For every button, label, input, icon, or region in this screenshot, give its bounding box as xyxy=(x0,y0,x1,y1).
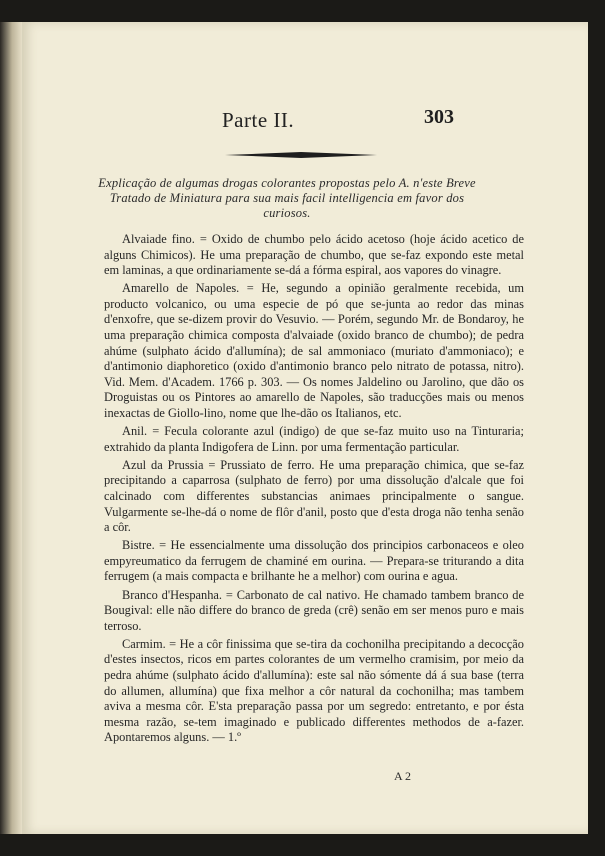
book-spine xyxy=(0,22,22,834)
paragraph-bistre: Bistre. = He essencialmente uma dissolução dos principios carbonaceos e oleo empyreumatico da ferrugem de chaminé em ourina. — Prepara-se triturando a dita ferrugem (a mais compacta e brilhante he a melhor) com ourina e agua. xyxy=(104,538,524,584)
page-header xyxy=(22,108,588,138)
book-page xyxy=(22,22,588,834)
paragraph-branco-hespanha: Branco d'Hespanha. = Carbonato de cal nativo. He chamado tambem branco de Bougival: elle não differe do branco de greda (crê) senão em ser menos puro e mais terroso. xyxy=(104,587,524,633)
signature-mark: A 2 xyxy=(394,769,412,783)
paragraph-anil: Anil. = Fecula colorante azul (indigo) de que se-faz muito uso na Tinturaria; extrahido da planta Indigofera de Linn. por uma fermentação particular. xyxy=(104,424,524,454)
page-bottom-edge xyxy=(22,834,588,856)
running-head: Parte II. xyxy=(222,108,295,132)
section-title: Explicação de algumas drogas colorantes propostas pelo A. n'este Breve Tratado de Miniatura para sua mais facil intelligencia em favor dos curiosos. xyxy=(98,176,476,220)
page-number: 303 xyxy=(424,106,454,128)
body-text xyxy=(104,232,524,749)
paragraph-azul-prussia: Azul da Prussia = Prussiato de ferro. He uma preparação chimica, que se-faz precipitando a caparrosa (sulphato de ferro) por uma dissolução d'alcale que foi calcinado com differentes substancias animaes principalmente o sangue. Vulgarmente se-lhe-dá o nome de flôr d'anil, posto que d'esta droga não tenha senão a côr. xyxy=(104,457,524,535)
paragraph-carmim: Carmim. = He a côr finissima que se-tira da cochonilha precipitando a decocção d'estes insectos, ricos em partes colorantes de um vermelho cramisim, por meio da pedra ahúme (sulphato ácido d'allumína): este sal não sómente dá á sua base (terra do allumen, allumína) que fixa melhor a côr natural da cochonilha; mas tambem aviva a mesma côr. E'sta preparação passa por um segredo: entretanto, e por ésta mesma razão, se-tem imaginado e publicado differentes methodos de a-fazer. Apontaremos alguns. — 1.º xyxy=(104,636,524,745)
paragraph-amarello: Amarello de Napoles. = He, segundo a opinião geralmente recebida, um producto volcanico, ou uma especie de pó que se-junta ao redor das minas d'enxofre, que se-dizem provir do Vesuvio. — Porém, segundo Mr. de Bondaroy, he uma preparação chimica composta d'alvaiade (oxido branco de chumbo); de pedra ahúme (sulphato ácido d'allumína); de sal ammoniaco (muriato d'ammoniaco); e d'antimonio diaphoretico (oxido d'antimonio branco pelo nitrato de potassa, nitro). Vid. Mem. d'Academ. 1766 p. 303. — Os nomes Jaldelino ou Jarolino, que dão os Droguistas ou os Pintores ao amarello de Napoles, são traducções mais ou menos inexactas de Giollo-lino, nome que lhe-dão os Italianos, etc. xyxy=(104,281,524,421)
paragraph-alvaiade: Alvaiade fino. = Oxido de chumbo pelo ácido acetoso (hoje ácido acetico de alguns Chimicos). He uma preparação de chumbo, que se-faz expondo este metal em laminas, a que ordinariamente se-dá a fórma espiral, aos vapores do vinagre. xyxy=(104,232,524,278)
ornament-rule-icon xyxy=(225,152,377,158)
